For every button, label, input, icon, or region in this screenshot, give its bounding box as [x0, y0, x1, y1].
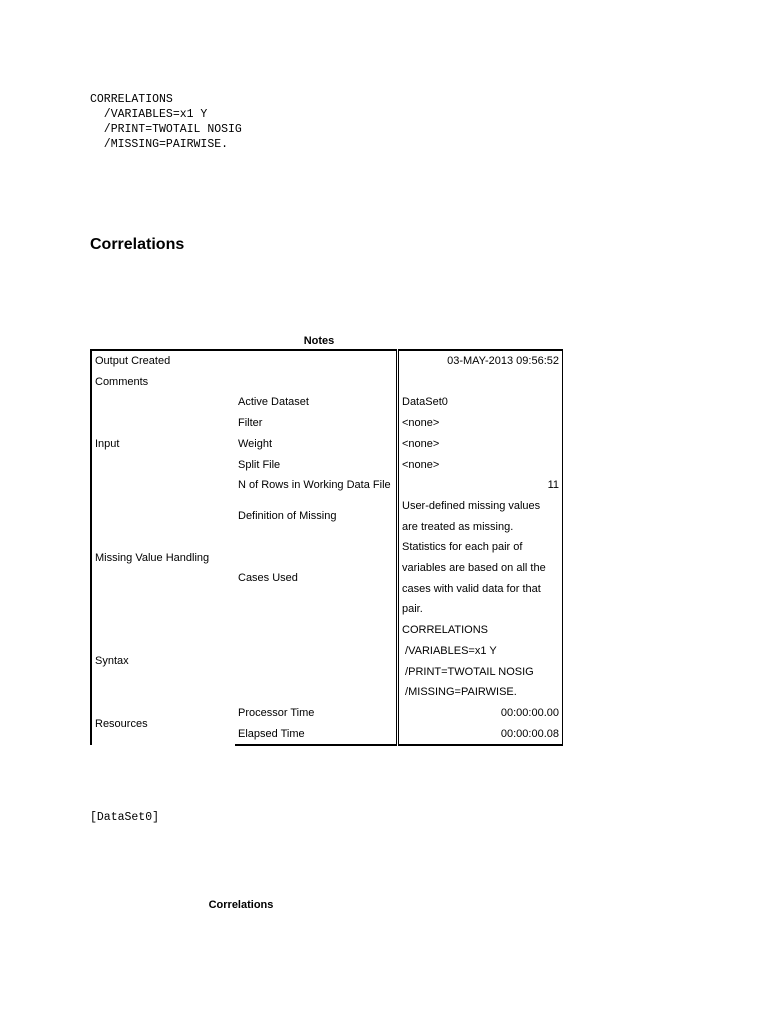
syntax-line: /MISSING=PAIRWISE. [402, 686, 517, 699]
row-label-comments: Comments [91, 372, 235, 393]
syntax-line: /MISSING=PAIRWISE. [90, 138, 229, 151]
sublabel-cases-used: Cases Used [235, 537, 398, 620]
table-row [91, 372, 563, 393]
sublabel-filter: Filter [235, 413, 398, 434]
row-label-syntax: Syntax [91, 620, 235, 703]
dataset-label: [DataSet0] [90, 811, 160, 824]
section-title: Correlations [90, 236, 185, 253]
syntax-line: /VARIABLES=x1 Y [402, 644, 497, 657]
value-cases-used: Statistics for each pair of variables are based on all the cases with valid data for that pair. [398, 537, 563, 620]
table-row [91, 350, 563, 372]
value-filter: <none> [398, 413, 563, 434]
sublabel-weight: Weight [235, 434, 398, 455]
value-weight: <none> [398, 434, 563, 455]
notes-table [90, 349, 563, 746]
sublabel-n-rows: N of Rows in Working Data File [235, 475, 398, 496]
value-elapsed-time: 00:00:00.08 [398, 724, 563, 746]
value-split-file: <none> [398, 455, 563, 476]
table-row [91, 703, 563, 724]
value-n-rows: 11 [398, 475, 563, 496]
correlations-table-title: Correlations [208, 899, 274, 911]
syntax-line: /PRINT=TWOTAIL NOSIG [402, 665, 534, 678]
syntax-line: /VARIABLES=x1 Y [90, 108, 208, 121]
table-row [91, 620, 563, 703]
row-label-missing-value-handling: Missing Value Handling [91, 496, 235, 620]
value-comments [398, 372, 563, 393]
table-row [91, 392, 563, 413]
row-label-input: Input [91, 392, 235, 496]
sublabel-active-dataset: Active Dataset [235, 392, 398, 413]
syntax-line: CORRELATIONS [90, 93, 173, 106]
syntax-line: CORRELATIONS [402, 624, 488, 637]
sublabel-split-file: Split File [235, 455, 398, 476]
value-processor-time: 00:00:00.00 [398, 703, 563, 724]
sublabel-definition-of-missing: Definition of Missing [235, 496, 398, 537]
value-output-created: 03-MAY-2013 09:56:52 [398, 350, 563, 372]
row-label-output-created: Output Created [91, 350, 235, 372]
sublabel-elapsed-time: Elapsed Time [235, 724, 398, 746]
syntax-line: /PRINT=TWOTAIL NOSIG [90, 123, 242, 136]
notes-table-title: Notes [303, 335, 335, 347]
value-syntax [398, 620, 563, 703]
row-label-resources: Resources [91, 703, 235, 745]
value-definition-of-missing: User-defined missing values are treated as missing. [398, 496, 563, 537]
sublabel-processor-time: Processor Time [235, 703, 398, 724]
table-row [91, 496, 563, 537]
value-active-dataset: DataSet0 [398, 392, 563, 413]
syntax-command-block [90, 92, 242, 152]
